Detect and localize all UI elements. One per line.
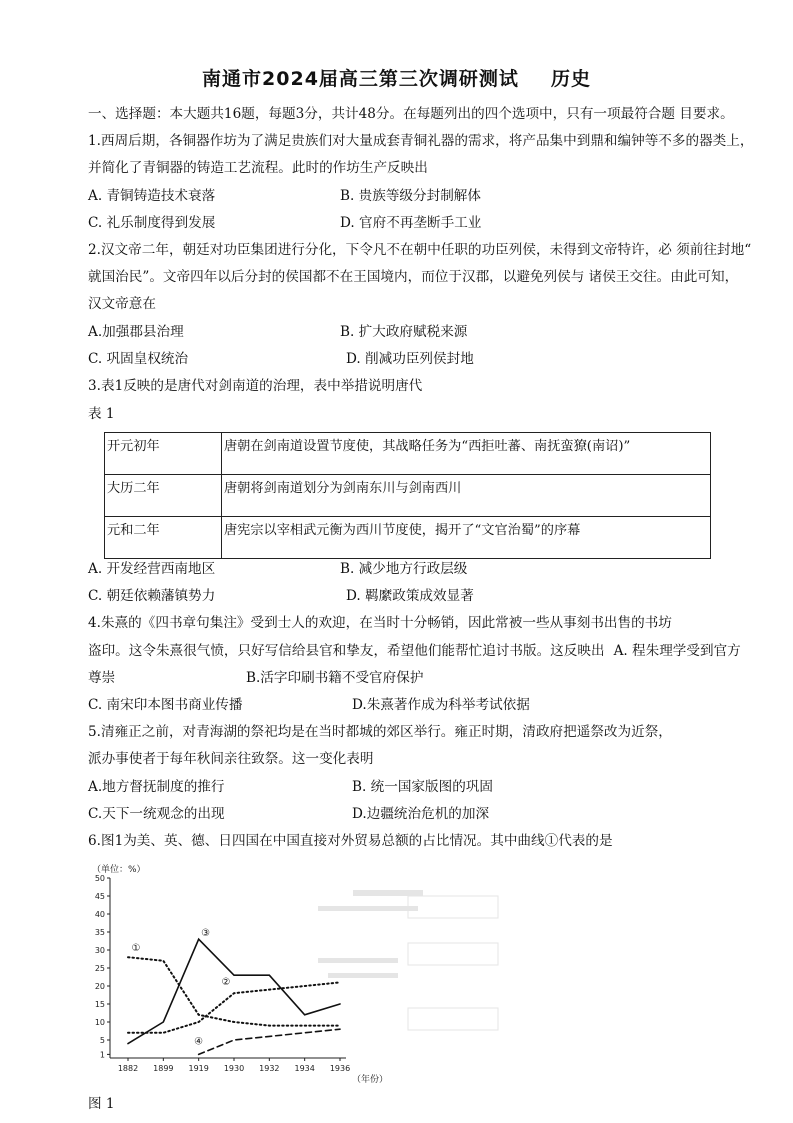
q3-table-label: 表 1 [88, 406, 115, 422]
table-row [105, 475, 711, 517]
q2-option-c: C. 巩固皇权统治 [88, 351, 189, 367]
q2-option-b: B. 扩大政府赋税来源 [340, 324, 468, 340]
x-tick-label: 1932 [259, 1064, 280, 1073]
table-cell-time: 开元初年 [105, 433, 222, 475]
chart-background [88, 858, 508, 1088]
table-cell-time: 大历二年 [105, 475, 222, 517]
table-row [105, 517, 711, 559]
q3-option-b: B. 减少地方行政层级 [340, 561, 468, 577]
q4-stem-line2-text: 盗印。这令朱熹很气愤，只好写信给县官和挚友，希望他们能帮忙追讨书版。这反映出 [88, 643, 605, 659]
q1-stem-line1: 1.西周后期，各铜器作坊为了满足贵族们对大量成套青铜礼器的需求，将产品集中到鼎和编钟等不多的器类上， [88, 133, 754, 149]
q1-option-a: A. 青铜铸造技术衰落 [88, 188, 216, 204]
x-tick-label: 1919 [188, 1064, 209, 1073]
y-tick-label: 35 [94, 928, 105, 937]
series-label-3: ③ [201, 928, 211, 940]
q3-stem: 3.表1反映的是唐代对剑南道的治理，表中举措说明唐代 [88, 378, 423, 394]
x-tick-label: 1882 [117, 1064, 139, 1073]
y-tick-label: 10 [94, 1018, 105, 1027]
q3-table [104, 432, 711, 559]
page-title [0, 64, 793, 91]
q5-option-d: D.边疆统治危机的加深 [352, 806, 490, 822]
x-tick-label: 1930 [223, 1064, 245, 1073]
series-label-4: ④ [194, 1036, 204, 1048]
table-cell-event: 唐朝在剑南道设置节度使，其战略任务为“西拒吐蕃、南抚蛮獠(南诏)” [222, 433, 711, 475]
x-tick-label: 1899 [153, 1064, 174, 1073]
y-tick-label: 25 [94, 964, 105, 973]
q4-option-a-cont: 尊崇 [88, 670, 116, 686]
q3-option-d: D. 羁縻政策成效显著 [346, 588, 474, 604]
q2-stem-line3: 汉文帝意在 [88, 296, 156, 312]
q4-option-d: D.朱熹著作成为科举考试依据 [352, 697, 530, 713]
q1-option-b: B. 贵族等级分封制解体 [340, 188, 481, 204]
chart-x-label: （年份） [352, 1075, 389, 1085]
q4-stem-line2 [88, 641, 741, 661]
q1-stem-line2: 并简化了青铜器的铸造工艺流程。此时的作坊生产反映出 [88, 160, 428, 176]
trade-share-chart [88, 858, 508, 1088]
chart-unit-label: （单位：%） [92, 865, 146, 875]
q2-stem-line2: 就国治民”。文帝四年以后分封的侯国都不在王国境内，而位于汉郡，以避免列侯与 诸侯王交往。由此可知， [88, 269, 739, 285]
q5-stem-line1: 5.清雍正之前，对青海湖的祭祀均是在当时都城的郊区举行。雍正时期，清政府把遥祭改为近祭， [88, 724, 672, 740]
x-tick-label: 1934 [294, 1064, 315, 1073]
q4-option-c: C. 南宋印本图书商业传播 [88, 697, 243, 713]
q1-option-d: D. 官府不再垄断手工业 [340, 215, 482, 231]
q5-option-b: B. 统一国家版图的巩固 [352, 779, 493, 795]
title-main: 南通市2024届高三第三次调研测试 [202, 68, 519, 90]
section-instructions: 一、选择题：本大题共16题，每题3分，共计48分。在每题列出的四个选项中，只有一项最符合题 目要求。 [88, 106, 734, 122]
table-cell-time: 元和二年 [105, 517, 222, 559]
line-chart [88, 858, 508, 1088]
q4-option-b: B.活字印刷书籍不受官府保护 [246, 670, 424, 686]
q2-stem-line1: 2.汉文帝二年，朝廷对功臣集团进行分化，下令凡不在朝中任职的功臣列侯，未得到文帝特许，必 须前往封地“ [88, 242, 752, 258]
y-tick-label: 40 [94, 910, 105, 919]
q3-option-a: A. 开发经营西南地区 [88, 561, 216, 577]
y-tick-label: 50 [94, 874, 105, 883]
q5-option-c: C.天下一统观念的出现 [88, 806, 225, 822]
y-tick-label: 1 [99, 1050, 105, 1060]
q4-option-a: A. 程朱理学受到官方 [613, 643, 741, 659]
series-label-2: ② [221, 977, 231, 989]
y-tick-label: 20 [94, 982, 105, 991]
q5-stem-line2: 派办事使者于每年秋间亲往致祭。这一变化表明 [88, 751, 374, 767]
q2-option-a: A.加强郡县治理 [88, 324, 184, 340]
q4-stem-line1: 4.朱熹的《四书章句集注》受到士人的欢迎，在当时十分畅销，因此常被一些从事刻书出售的书坊 [88, 615, 672, 631]
series-label-1: ① [131, 943, 141, 955]
y-tick-label: 5 [99, 1036, 105, 1045]
table-cell-event: 唐朝将剑南道划分为剑南东川与剑南西川 [222, 475, 711, 517]
q1-option-c: C. 礼乐制度得到发展 [88, 215, 216, 231]
x-tick-label: 1936 [329, 1064, 351, 1073]
q5-option-a: A.地方督抚制度的推行 [88, 779, 225, 795]
q3-option-c: C. 朝廷依赖藩镇势力 [88, 588, 216, 604]
table-row [105, 433, 711, 475]
table-cell-event: 唐宪宗以宰相武元衡为西川节度使，揭开了“文官治蜀”的序幕 [222, 517, 711, 559]
y-tick-label: 45 [94, 892, 105, 901]
q2-option-d: D. 削减功臣列侯封地 [346, 351, 474, 367]
q6-stem: 6.图1为美、英、德、日四国在中国直接对外贸易总额的占比情况。其中曲线①代表的是 [88, 833, 613, 849]
y-tick-label: 15 [94, 1000, 105, 1009]
title-subject: 历史 [550, 68, 591, 90]
figure-caption: 图 1 [88, 1096, 115, 1112]
y-tick-label: 30 [94, 946, 105, 955]
